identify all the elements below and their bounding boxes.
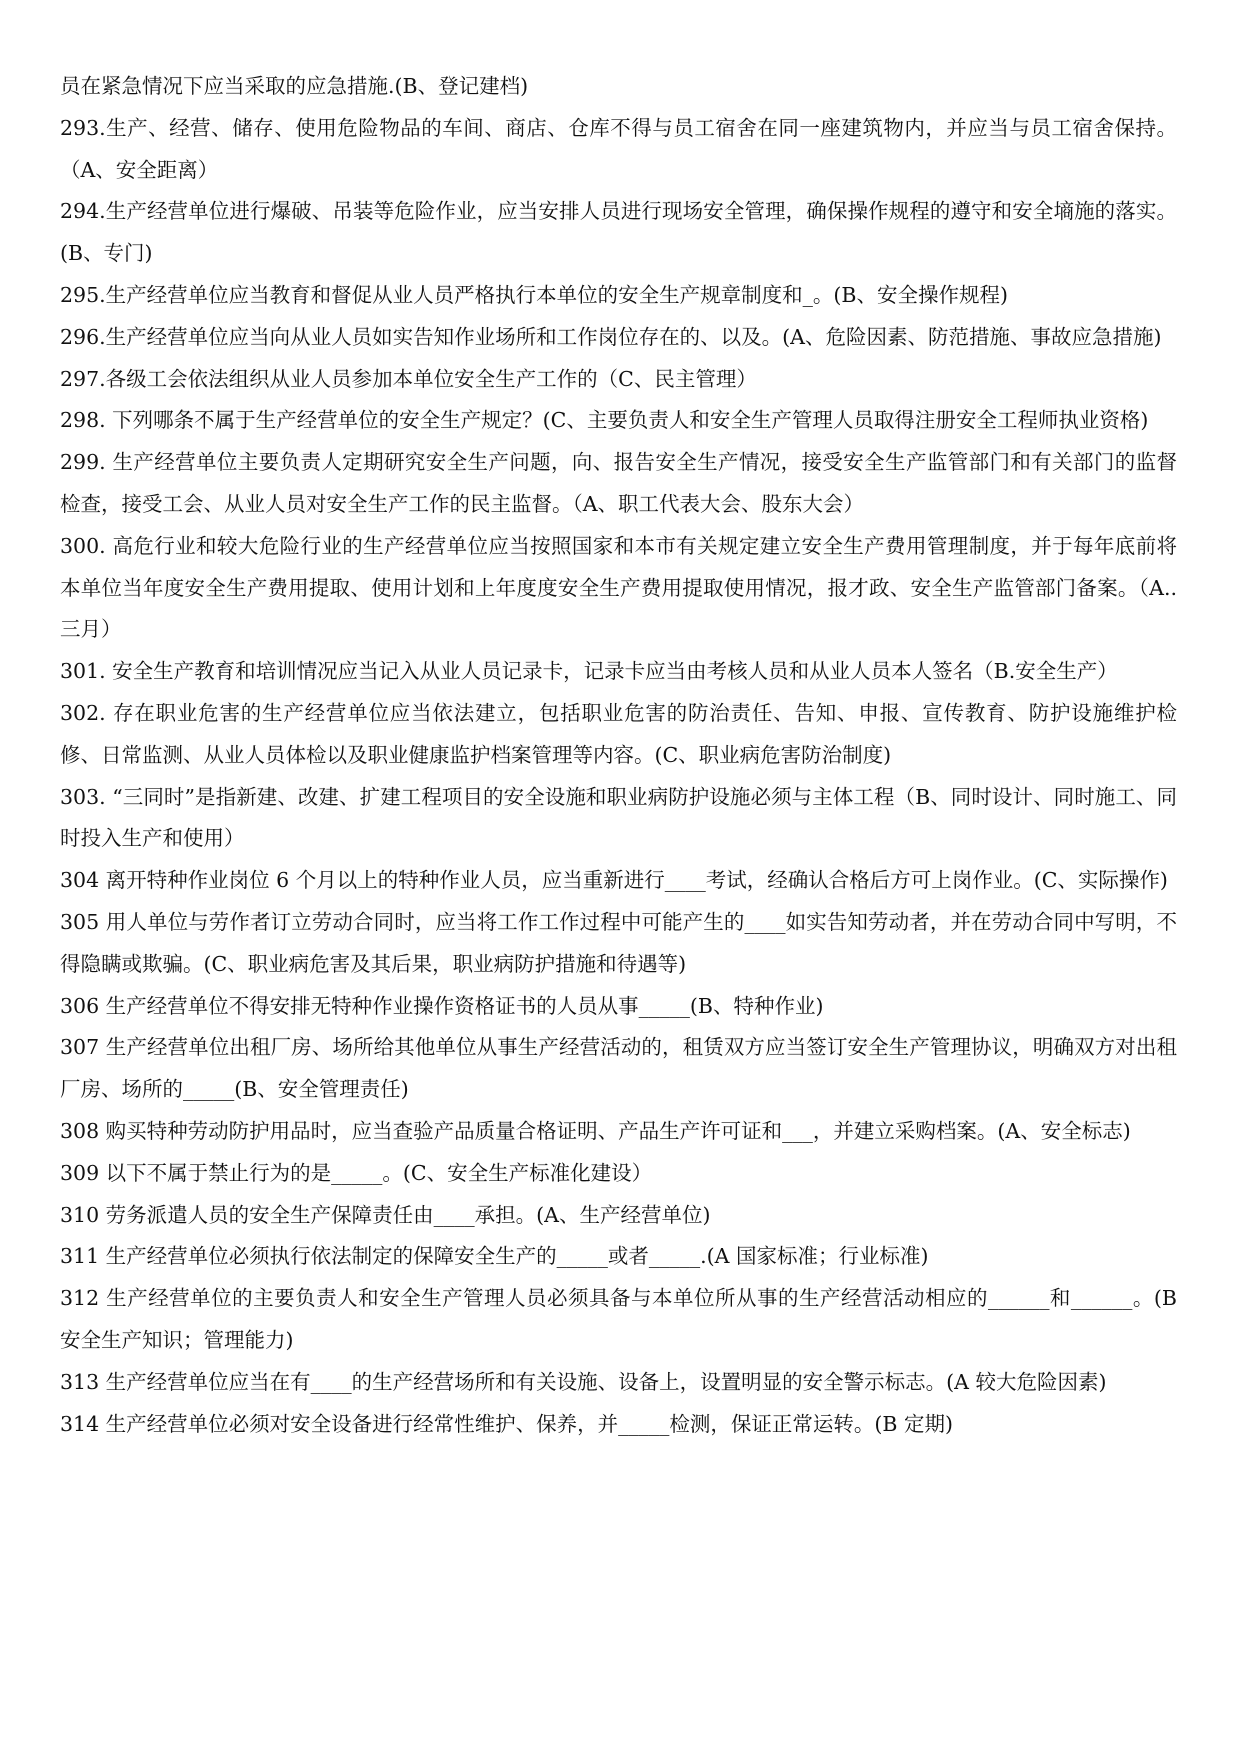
question-311: 311 生产经营单位必须执行依法制定的保障安全生产的_____或者_____.(A 国家标准；行业标准): [60, 1244, 929, 1269]
question-314: 314 生产经营单位必须对安全设备进行经常性维护、保养，并_____检测，保证正常运转。(B 定期): [60, 1411, 953, 1436]
question-299: 299. 生产经营单位主要负责人定期研究安全生产问题，向、报告安全生产情况，接受安全生产监管部门和有关部门的监督检查，接受工会、从业人员对安全生产工作的民主监督。（A、职工代表大会、股东大会）: [60, 450, 1177, 516]
question-308: 308 购买特种劳动防护用品时，应当查验产品质量合格证明、产品生产许可证和___，并建立采购档案。(A、安全标志): [60, 1118, 1131, 1143]
question-295: 295.生产经营单位应当教育和督促从业人员严格执行本单位的安全生产规章制度和_。(B、安全操作规程): [60, 282, 1008, 307]
question-303: 303. “三同时”是指新建、改建、扩建工程项目的安全设施和职业病防护设施必须与主体工程（B、同时设计、同时施工、同时投入生产和使用）: [60, 784, 1177, 851]
question-298: 298. 下列哪条不属于生产经营单位的安全生产规定？(C、主要负责人和安全生产管理人员取得注册安全工程师执业资格): [60, 408, 1149, 433]
question-307: 307 生产经营单位出租厂房、场所给其他单位从事生产经营活动的，租赁双方应当签订安全生产管理协议，明确双方对出租厂房、场所的_____(B、安全管理责任): [60, 1035, 1177, 1102]
question-304: 304 离开特种作业岗位 6 个月以上的特种作业人员，应当重新进行____考试，经确认合格后方可上岗作业。(C、实际操作): [60, 868, 1168, 893]
question-309: 309 以下不属于禁止行为的是_____。(C、安全生产标准化建设）: [60, 1160, 653, 1185]
question-297: 297.各级工会依法组织从业人员参加本单位安全生产工作的（C、民主管理）: [60, 366, 757, 391]
question-305: 305 用人单位与劳作者订立劳动合同时，应当将工作工作过程中可能产生的____如实告知劳动者，并在劳动合同中写明，不得隐瞒或欺骗。(C、职业病危害及其后果，职业病防护措施和待遇等): [60, 909, 1177, 976]
question-302: 302. 存在职业危害的生产经营单位应当依法建立，包括职业危害的防治责任、告知、申报、宣传教育、防护设施维护检修、日常监测、从业人员体检以及职业健康监护档案管理等内容。(C、职业病危害防治制度): [60, 700, 1177, 767]
question-301: 301. 安全生产教育和培训情况应当记入从业人员记录卡，记录卡应当由考核人员和从业人员本人签名（B.安全生产）: [60, 659, 1118, 684]
question-293: 293.生产、经营、储存、使用危险物品的车间、商店、仓库不得与员工宿舍在同一座建筑物内，并应当与员工宿舍保持。（A、安全距离）: [60, 115, 1177, 182]
paragraph-292-tail: 员在紧急情况下应当采取的应急措施.(B、登记建档): [60, 74, 529, 98]
question-306: 306 生产经营单位不得安排无特种作业操作资格证书的人员从事_____(B、特种作业): [60, 993, 824, 1018]
question-310: 310 劳务派遣人员的安全生产保障责任由____承担。(A、生产经营单位): [60, 1202, 711, 1227]
question-296: 296.生产经营单位应当向从业人员如实告知作业场所和工作岗位存在的、以及。(A、危险因素、防范措施、事故应急措施): [60, 324, 1162, 349]
question-312: 312 生产经营单位的主要负责人和安全生产管理人员必须具备与本单位所从事的生产经营活动相应的______和______。(B 安全生产知识；管理能力): [60, 1286, 1177, 1352]
question-313: 313 生产经营单位应当在有____的生产经营场所和有关设施、设备上，设置明显的安全警示标志。(A 较大危险因素): [60, 1369, 1107, 1394]
question-300: 300. 高危行业和较大危险行业的生产经营单位应当按照国家和本市有关规定建立安全生产费用管理制度，并于每年底前将本单位当年度安全生产费用提取、使用计划和上年度度安全生产费用提取使用情况，报才政、安全生产监管部门备案。（A..三月）: [60, 533, 1177, 642]
question-294: 294.生产经营单位进行爆破、吊装等危险作业，应当安排人员进行现场安全管理，确保操作规程的遵守和安全墒施的落实。(B、专门): [60, 199, 1177, 266]
